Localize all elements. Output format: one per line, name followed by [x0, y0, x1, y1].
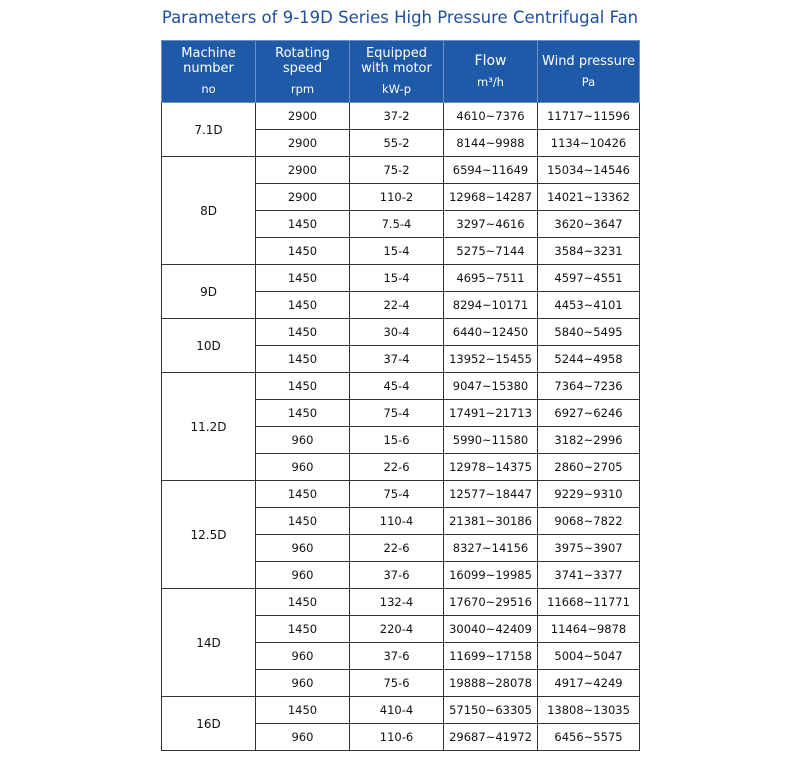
flow-cell: 8144~9988 — [444, 130, 538, 157]
wind-pressure-cell: 11464~9878 — [538, 616, 640, 643]
rotating-speed-cell: 1450 — [256, 265, 350, 292]
wind-pressure-cell: 13808~13035 — [538, 697, 640, 724]
flow-cell: 4610~7376 — [444, 103, 538, 130]
wind-pressure-cell: 7364~7236 — [538, 373, 640, 400]
motor-cell: 55-2 — [350, 130, 444, 157]
rotating-speed-cell: 1450 — [256, 400, 350, 427]
rotating-speed-cell: 1450 — [256, 616, 350, 643]
motor-cell: 22-6 — [350, 535, 444, 562]
motor-cell: 37-2 — [350, 103, 444, 130]
rotating-speed-cell: 2900 — [256, 184, 350, 211]
rotating-speed-cell: 1450 — [256, 319, 350, 346]
table-row — [162, 265, 640, 292]
header-flow — [444, 41, 538, 103]
rotating-speed-cell: 2900 — [256, 103, 350, 130]
table-header-row — [162, 41, 640, 103]
motor-cell: 37-6 — [350, 562, 444, 589]
table-row — [162, 373, 640, 400]
motor-cell: 15-6 — [350, 427, 444, 454]
wind-pressure-cell: 9229~9310 — [538, 481, 640, 508]
header-motor-unit: kW-p — [381, 82, 411, 96]
table-row — [162, 103, 640, 130]
motor-cell: 110-2 — [350, 184, 444, 211]
motor-cell: 30-4 — [350, 319, 444, 346]
wind-pressure-cell: 4597~4551 — [538, 265, 640, 292]
table-row — [162, 157, 640, 184]
table-row — [162, 319, 640, 346]
motor-cell: 37-4 — [350, 346, 444, 373]
header-pressure-unit: Pa — [581, 74, 596, 89]
wind-pressure-cell: 5244~4958 — [538, 346, 640, 373]
rotating-speed-cell: 960 — [256, 454, 350, 481]
wind-pressure-cell: 9068~7822 — [538, 508, 640, 535]
wind-pressure-cell: 11668~11771 — [538, 589, 640, 616]
flow-cell: 29687~41972 — [444, 724, 538, 751]
rotating-speed-cell: 1450 — [256, 589, 350, 616]
flow-cell: 6594~11649 — [444, 157, 538, 184]
wind-pressure-cell: 6927~6246 — [538, 400, 640, 427]
wind-pressure-cell: 3620~3647 — [538, 211, 640, 238]
wind-pressure-cell: 11717~11596 — [538, 103, 640, 130]
flow-cell: 11699~17158 — [444, 643, 538, 670]
flow-cell: 16099~19985 — [444, 562, 538, 589]
flow-cell: 19888~28078 — [444, 670, 538, 697]
flow-cell: 17491~21713 — [444, 400, 538, 427]
flow-cell: 5990~11580 — [444, 427, 538, 454]
rotating-speed-cell: 960 — [256, 643, 350, 670]
motor-cell: 37-6 — [350, 643, 444, 670]
flow-cell: 12577~18447 — [444, 481, 538, 508]
rotating-speed-cell: 960 — [256, 535, 350, 562]
wind-pressure-cell: 1134~10426 — [538, 130, 640, 157]
flow-cell: 12968~14287 — [444, 184, 538, 211]
page-title: Parameters of 9-19D Series High Pressure Centrifugal Fan — [161, 8, 639, 27]
header-motor-line1: Equipped — [365, 46, 428, 61]
flow-cell: 6440~12450 — [444, 319, 538, 346]
motor-cell: 110-4 — [350, 508, 444, 535]
table-body — [162, 103, 640, 751]
header-flow-unit: m³/h — [477, 74, 504, 89]
header-machine-unit: no — [201, 82, 216, 96]
header-wind-pressure — [538, 41, 640, 103]
machine-number-cell: 12.5D — [162, 481, 256, 589]
flow-cell: 57150~63305 — [444, 697, 538, 724]
motor-cell: 132-4 — [350, 589, 444, 616]
flow-cell: 9047~15380 — [444, 373, 538, 400]
machine-number-cell: 16D — [162, 697, 256, 751]
motor-cell: 7.5-4 — [350, 211, 444, 238]
motor-cell: 75-4 — [350, 400, 444, 427]
rotating-speed-cell: 1450 — [256, 508, 350, 535]
wind-pressure-cell: 3741~3377 — [538, 562, 640, 589]
wind-pressure-cell: 3584~3231 — [538, 238, 640, 265]
flow-cell: 8294~10171 — [444, 292, 538, 319]
header-flow-label: Flow — [474, 52, 507, 69]
header-speed-line2: speed — [282, 61, 323, 76]
table-row — [162, 589, 640, 616]
wind-pressure-cell: 5004~5047 — [538, 643, 640, 670]
machine-number-cell: 11.2D — [162, 373, 256, 481]
rotating-speed-cell: 1450 — [256, 481, 350, 508]
table-row — [162, 697, 640, 724]
motor-cell: 45-4 — [350, 373, 444, 400]
motor-cell: 15-4 — [350, 238, 444, 265]
header-motor-line2: with motor — [361, 61, 432, 76]
motor-cell: 15-4 — [350, 265, 444, 292]
flow-cell: 21381~30186 — [444, 508, 538, 535]
rotating-speed-cell: 1450 — [256, 697, 350, 724]
flow-cell: 5275~7144 — [444, 238, 538, 265]
rotating-speed-cell: 960 — [256, 670, 350, 697]
rotating-speed-cell: 1450 — [256, 346, 350, 373]
motor-cell: 22-4 — [350, 292, 444, 319]
motor-cell: 110-6 — [350, 724, 444, 751]
machine-number-cell: 7.1D — [162, 103, 256, 157]
wind-pressure-cell: 2860~2705 — [538, 454, 640, 481]
header-equipped-motor — [350, 41, 444, 103]
machine-number-cell: 14D — [162, 589, 256, 697]
header-speed-line1: Rotating — [275, 46, 330, 61]
motor-cell: 220-4 — [350, 616, 444, 643]
motor-cell: 22-6 — [350, 454, 444, 481]
header-pressure-label: Wind pressure — [542, 53, 635, 69]
rotating-speed-cell: 960 — [256, 562, 350, 589]
parameters-table — [161, 40, 640, 751]
header-rotating-speed — [256, 41, 350, 103]
header-machine-line1: Machine — [181, 46, 236, 61]
rotating-speed-cell: 2900 — [256, 130, 350, 157]
wind-pressure-cell: 6456~5575 — [538, 724, 640, 751]
header-machine-line2: number — [183, 61, 234, 76]
machine-number-cell: 10D — [162, 319, 256, 373]
rotating-speed-cell: 1450 — [256, 211, 350, 238]
wind-pressure-cell: 4917~4249 — [538, 670, 640, 697]
flow-cell: 17670~29516 — [444, 589, 538, 616]
flow-cell: 8327~14156 — [444, 535, 538, 562]
wind-pressure-cell: 3182~2996 — [538, 427, 640, 454]
motor-cell: 410-4 — [350, 697, 444, 724]
flow-cell: 12978~14375 — [444, 454, 538, 481]
rotating-speed-cell: 1450 — [256, 373, 350, 400]
flow-cell: 4695~7511 — [444, 265, 538, 292]
wind-pressure-cell: 15034~14546 — [538, 157, 640, 184]
rotating-speed-cell: 960 — [256, 724, 350, 751]
rotating-speed-cell: 960 — [256, 427, 350, 454]
flow-cell: 3297~4616 — [444, 211, 538, 238]
wind-pressure-cell: 5840~5495 — [538, 319, 640, 346]
wind-pressure-cell: 4453~4101 — [538, 292, 640, 319]
flow-cell: 13952~15455 — [444, 346, 538, 373]
rotating-speed-cell: 1450 — [256, 238, 350, 265]
header-machine-number — [162, 41, 256, 103]
rotating-speed-cell: 1450 — [256, 292, 350, 319]
rotating-speed-cell: 2900 — [256, 157, 350, 184]
header-speed-unit: rpm — [290, 82, 315, 96]
motor-cell: 75-2 — [350, 157, 444, 184]
motor-cell: 75-4 — [350, 481, 444, 508]
motor-cell: 75-6 — [350, 670, 444, 697]
table-row — [162, 481, 640, 508]
wind-pressure-cell: 3975~3907 — [538, 535, 640, 562]
machine-number-cell: 8D — [162, 157, 256, 265]
flow-cell: 30040~42409 — [444, 616, 538, 643]
wind-pressure-cell: 14021~13362 — [538, 184, 640, 211]
machine-number-cell: 9D — [162, 265, 256, 319]
